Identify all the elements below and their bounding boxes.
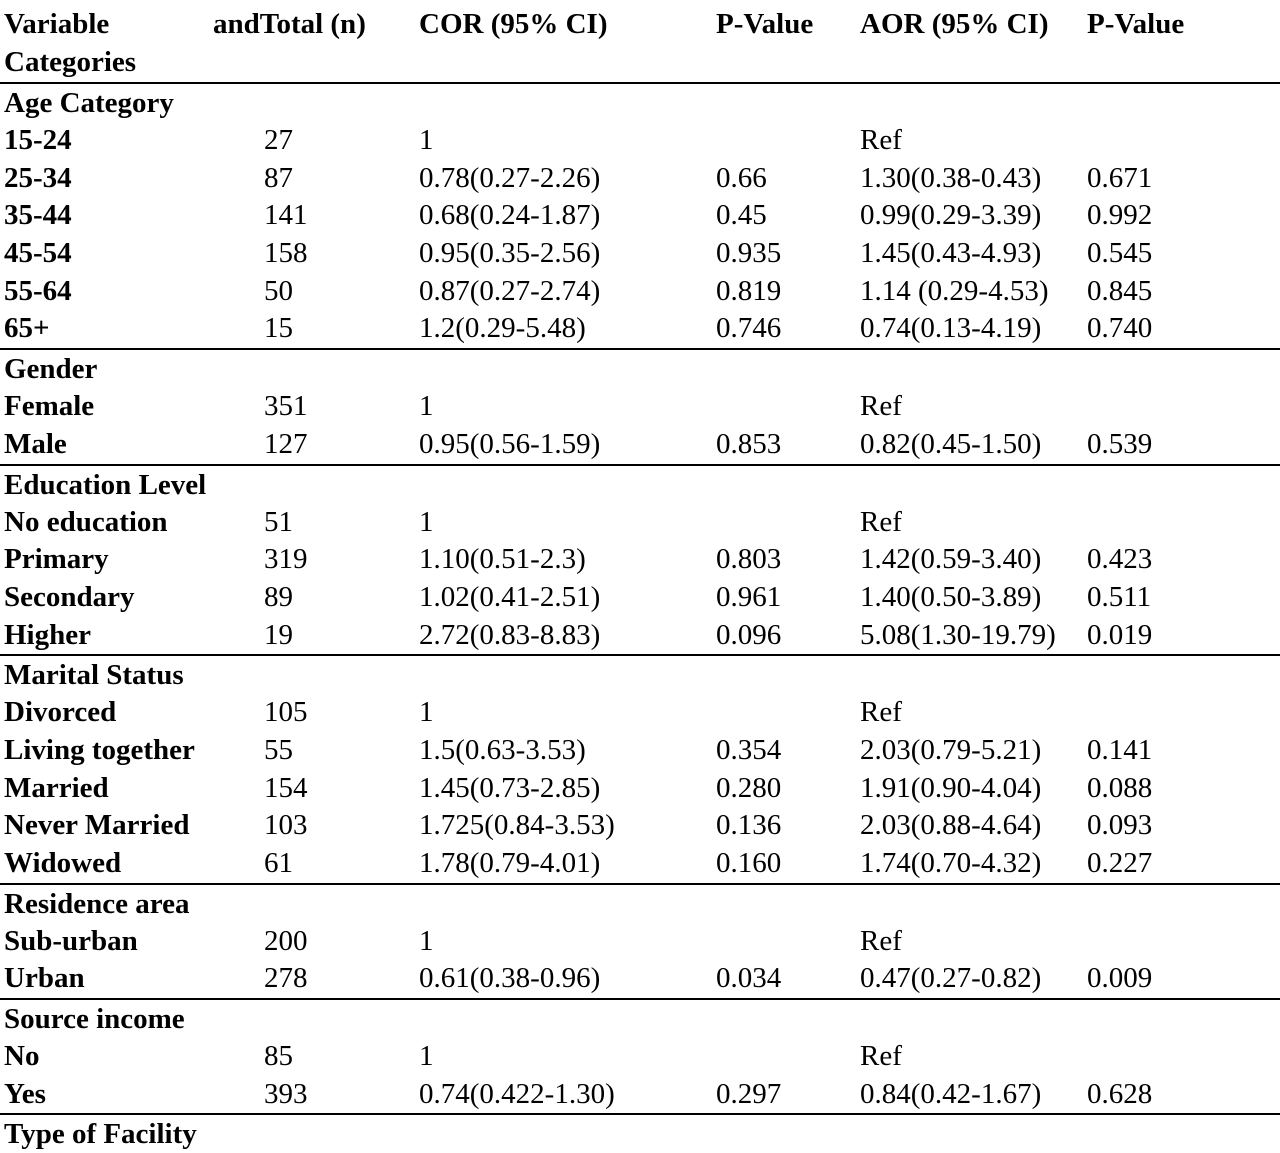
cell-total-n: 319 <box>264 543 308 576</box>
cell-aor: Ref <box>860 696 902 729</box>
cell-p-value-cor: 0.280 <box>716 771 782 804</box>
cell-category: Urban <box>4 962 85 995</box>
table-row <box>0 197 1280 235</box>
cell-total-n: 351 <box>264 390 308 423</box>
cell-p-value-aor: 0.088 <box>1087 771 1153 804</box>
cell-cor: 1.45(0.73-2.85) <box>419 771 601 804</box>
table-header <box>0 0 1280 82</box>
cell-cor: 1 <box>419 1040 434 1073</box>
cell-p-value-cor: 0.096 <box>716 618 782 651</box>
cell-p-value-aor: 0.539 <box>1087 427 1153 460</box>
cell-cor: 0.78(0.27-2.26) <box>419 161 601 194</box>
header-aor: AOR (95% CI) <box>860 8 1049 40</box>
cell-p-value-aor: 0.227 <box>1087 847 1153 879</box>
table-section <box>0 883 1280 998</box>
cell-category: 15-24 <box>4 124 72 156</box>
cell-cor: 1 <box>419 390 434 423</box>
cell-aor: Ref <box>860 390 902 423</box>
cell-p-value-aor: 0.845 <box>1087 274 1153 307</box>
cell-p-value-aor: 0.545 <box>1087 237 1153 270</box>
header-cor: COR (95% CI) <box>419 8 608 40</box>
cell-aor: 1.14 (0.29-4.53) <box>860 274 1049 307</box>
cell-category: Married <box>4 771 109 804</box>
cell-p-value-cor: 0.136 <box>716 809 782 842</box>
section-title: Age Category <box>4 87 174 119</box>
cell-total-n: 51 <box>264 505 293 538</box>
cell-total-n: 19 <box>264 618 293 651</box>
cell-p-value-cor: 0.160 <box>716 847 782 879</box>
cell-aor: 5.08(1.30-19.79) <box>860 618 1056 651</box>
cell-p-value-cor: 0.66 <box>716 161 767 194</box>
cell-category: 45-54 <box>4 237 72 270</box>
cell-cor: 1.78(0.79-4.01) <box>419 847 601 879</box>
cell-aor: 0.99(0.29-3.39) <box>860 199 1042 232</box>
section-title: Gender <box>4 353 98 386</box>
cell-category: No <box>4 1040 40 1073</box>
cell-p-value-cor: 0.034 <box>716 962 782 995</box>
cell-category: Widowed <box>4 847 122 879</box>
cell-p-value-aor: 0.093 <box>1087 809 1153 842</box>
cell-p-value-aor: 0.009 <box>1087 962 1153 995</box>
cell-category: 35-44 <box>4 199 72 232</box>
cell-total-n: 15 <box>264 312 293 345</box>
cell-aor: Ref <box>860 1040 902 1073</box>
cell-p-value-cor: 0.45 <box>716 199 767 232</box>
cell-aor: 0.47(0.27-0.82) <box>860 962 1042 995</box>
cell-cor: 1 <box>419 505 434 538</box>
cell-cor: 0.61(0.38-0.96) <box>419 962 601 995</box>
cell-category: Yes <box>4 1077 46 1110</box>
table-row <box>0 426 1280 464</box>
cell-aor: 1.45(0.43-4.93) <box>860 237 1042 270</box>
table-section <box>0 464 1280 655</box>
cell-category: Divorced <box>4 696 117 729</box>
cell-cor: 1.5(0.63-3.53) <box>419 733 586 766</box>
table-row <box>0 541 1280 579</box>
cell-p-value-cor: 0.853 <box>716 427 782 460</box>
table-section <box>0 1113 1280 1153</box>
table-body <box>0 82 1280 1153</box>
cell-cor: 2.72(0.83-8.83) <box>419 618 601 651</box>
table-section <box>0 998 1280 1113</box>
cell-category: Male <box>4 427 67 460</box>
cell-category: 65+ <box>4 312 50 345</box>
cell-p-value-aor: 0.019 <box>1087 618 1153 651</box>
cell-category: Higher <box>4 618 91 651</box>
section-title: Education Level <box>4 468 207 501</box>
table-row <box>0 388 1280 426</box>
table-section <box>0 654 1280 882</box>
cell-category: Living together <box>4 733 195 766</box>
cell-p-value-aor: 0.141 <box>1087 733 1153 766</box>
cell-category: No education <box>4 505 168 538</box>
cell-p-value-cor: 0.297 <box>716 1077 782 1110</box>
header-p-value-cor: P-Value <box>716 8 814 40</box>
table-row <box>0 617 1280 655</box>
cell-aor: 0.82(0.45-1.50) <box>860 427 1042 460</box>
cell-aor: 1.91(0.90-4.04) <box>860 771 1042 804</box>
cell-aor: Ref <box>860 505 902 538</box>
cell-aor: 1.40(0.50-3.89) <box>860 580 1042 613</box>
cell-total-n: 61 <box>264 847 293 879</box>
cell-category: Never Married <box>4 809 190 842</box>
cell-aor: 2.03(0.88-4.64) <box>860 809 1042 842</box>
cell-aor: 2.03(0.79-5.21) <box>860 733 1042 766</box>
cell-aor: 1.42(0.59-3.40) <box>860 543 1042 576</box>
cell-p-value-cor: 0.354 <box>716 733 782 766</box>
cell-p-value-aor: 0.671 <box>1087 161 1153 194</box>
table-row <box>0 923 1280 961</box>
cell-cor: 0.74(0.422-1.30) <box>419 1077 615 1110</box>
cell-aor: Ref <box>860 924 902 957</box>
header-and-total: andTotal (n) <box>213 8 366 40</box>
cell-category: Primary <box>4 543 109 576</box>
section-title: Marital Status <box>4 659 184 692</box>
cell-total-n: 85 <box>264 1040 293 1073</box>
cell-p-value-aor: 0.511 <box>1087 580 1152 613</box>
table-row <box>0 807 1280 845</box>
cell-category: Secondary <box>4 580 135 613</box>
cell-aor: 1.30(0.38-0.43) <box>860 161 1042 194</box>
table-row <box>0 579 1280 617</box>
cell-total-n: 55 <box>264 733 293 766</box>
cell-category: 25-34 <box>4 161 72 194</box>
cell-p-value-aor: 0.628 <box>1087 1077 1153 1110</box>
cell-total-n: 141 <box>264 199 308 232</box>
cell-p-value-aor: 0.423 <box>1087 543 1153 576</box>
cell-total-n: 154 <box>264 771 308 804</box>
table-row <box>0 845 1280 883</box>
cell-p-value-cor: 0.961 <box>716 580 782 613</box>
cell-total-n: 87 <box>264 161 293 194</box>
cell-category: 55-64 <box>4 274 72 307</box>
cell-p-value-cor: 0.819 <box>716 274 782 307</box>
header-variable-line1: Variable <box>4 8 110 40</box>
cell-cor: 1.02(0.41-2.51) <box>419 580 601 613</box>
cell-p-value-cor: 0.803 <box>716 543 782 576</box>
cell-category: Female <box>4 390 95 423</box>
cell-cor: 1.2(0.29-5.48) <box>419 312 586 345</box>
table-section <box>0 82 1280 348</box>
cell-cor: 1 <box>419 124 434 156</box>
table-row <box>0 235 1280 273</box>
section-title: Residence area <box>4 887 190 920</box>
cell-aor: 1.74(0.70-4.32) <box>860 847 1042 879</box>
cell-cor: 1.725(0.84-3.53) <box>419 809 615 842</box>
table-row <box>0 122 1280 160</box>
cell-total-n: 50 <box>264 274 293 307</box>
table-row <box>0 504 1280 542</box>
table-row <box>0 1076 1280 1114</box>
table-row <box>0 732 1280 770</box>
cell-total-n: 127 <box>264 427 308 460</box>
cell-p-value-aor: 0.992 <box>1087 199 1153 232</box>
cell-cor: 0.87(0.27-2.74) <box>419 274 601 307</box>
cell-cor: 0.95(0.35-2.56) <box>419 237 601 270</box>
cell-total-n: 393 <box>264 1077 308 1110</box>
section-title: Type of Facility <box>4 1118 197 1151</box>
table-row <box>0 770 1280 808</box>
cell-aor: Ref <box>860 124 902 156</box>
header-variable-line2: Categories <box>4 46 137 78</box>
cell-total-n: 89 <box>264 580 293 613</box>
cell-aor: 0.74(0.13-4.19) <box>860 312 1042 345</box>
cell-total-n: 278 <box>264 962 308 995</box>
cell-cor: 0.68(0.24-1.87) <box>419 199 601 232</box>
cell-cor: 0.95(0.56-1.59) <box>419 427 601 460</box>
table-row <box>0 160 1280 198</box>
cell-p-value-aor: 0.740 <box>1087 312 1153 345</box>
cell-total-n: 103 <box>264 809 308 842</box>
table-row <box>0 273 1280 311</box>
cell-p-value-cor: 0.746 <box>716 312 782 345</box>
header-p-value-aor: P-Value <box>1087 8 1185 40</box>
table-row <box>0 310 1280 348</box>
cell-cor: 1 <box>419 696 434 729</box>
cell-cor: 1 <box>419 924 434 957</box>
cell-total-n: 105 <box>264 696 308 729</box>
cell-total-n: 200 <box>264 924 308 957</box>
table-row <box>0 694 1280 732</box>
cell-aor: 0.84(0.42-1.67) <box>860 1077 1042 1110</box>
section-title: Source income <box>4 1003 185 1036</box>
table-row <box>0 960 1280 998</box>
cell-total-n: 27 <box>264 124 293 156</box>
cell-category: Sub-urban <box>4 924 138 957</box>
table-row <box>0 1038 1280 1076</box>
cell-p-value-cor: 0.935 <box>716 237 782 270</box>
table-section <box>0 348 1280 463</box>
cell-cor: 1.10(0.51-2.3) <box>419 543 586 576</box>
cell-total-n: 158 <box>264 237 308 270</box>
header-variable <box>4 5 136 81</box>
